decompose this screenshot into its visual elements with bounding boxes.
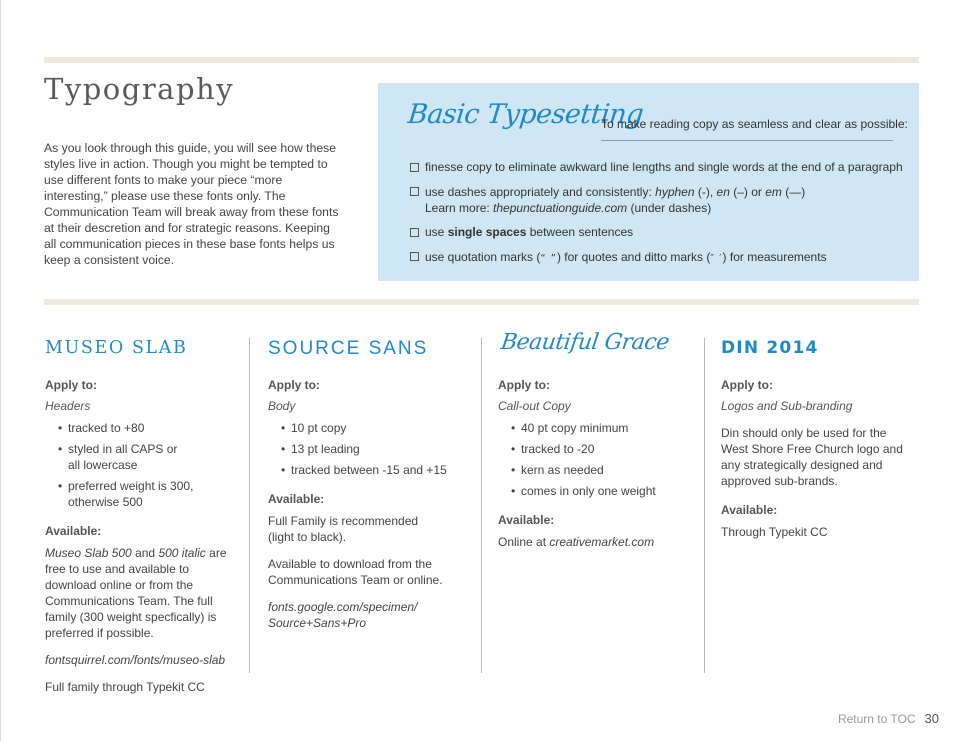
top-divider bbox=[44, 57, 919, 63]
single-spaces-emphasis: single spaces bbox=[447, 225, 527, 239]
item-text: use dashes appropriately and consistently: bbox=[425, 184, 656, 199]
spec-item-text: styled in all CAPS or all lowercase bbox=[68, 442, 178, 472]
item-text: between sentences bbox=[526, 225, 634, 239]
spec-item: • kern as needed bbox=[513, 462, 703, 478]
quote-marks: “ ” bbox=[540, 252, 557, 264]
font-column-beautiful-grace bbox=[498, 330, 703, 550]
spec-item: • 13 pt leading bbox=[283, 441, 473, 457]
learn-more-label: Learn more: bbox=[425, 200, 494, 215]
font-title-beautiful-grace: Beautiful Grace bbox=[499, 330, 671, 355]
typesetting-subtitle: To make reading copy as seamless and clear as possible: bbox=[601, 117, 908, 131]
museo-500-term: Museo Slab 500 bbox=[45, 546, 132, 560]
spec-item: • 10 pt copy bbox=[283, 420, 473, 436]
column-divider bbox=[249, 338, 250, 673]
apply-label: Apply to: bbox=[45, 378, 97, 392]
page-edge bbox=[0, 0, 1, 741]
en-term: en bbox=[716, 184, 730, 199]
apply-value: Call-out Copy bbox=[498, 399, 571, 413]
return-to-toc-link[interactable]: Return to TOC bbox=[837, 712, 916, 726]
typesetting-item bbox=[410, 159, 910, 175]
en-mark: (–) or bbox=[729, 184, 766, 199]
ditto-marks: ″ ′ bbox=[710, 252, 723, 264]
available-label: Available: bbox=[268, 492, 325, 506]
spec-item: • tracked to -20 bbox=[513, 441, 703, 457]
apply-value: Body bbox=[268, 399, 296, 413]
apply-value: Logos and Sub-branding bbox=[721, 399, 853, 413]
typesetting-list bbox=[410, 159, 910, 275]
typesetting-item-text: finesse copy to eliminate awkward line lengths and single words at the end of a paragraph bbox=[425, 160, 903, 174]
hyphen-term: hyphen bbox=[655, 184, 695, 199]
font-column-source-sans bbox=[268, 338, 473, 631]
spec-item: • comes in only one weight bbox=[513, 483, 703, 499]
middle-divider bbox=[44, 299, 919, 305]
column-divider bbox=[704, 338, 705, 673]
spec-item: • tracked to +80 bbox=[60, 420, 250, 436]
page-footer bbox=[838, 711, 939, 726]
spec-list bbox=[498, 420, 703, 499]
font-link[interactable] bbox=[45, 652, 250, 668]
em-term: em bbox=[765, 184, 782, 199]
page-title: Typography bbox=[44, 72, 235, 106]
spec-list bbox=[268, 420, 473, 478]
fontsquirrel-link[interactable]: fontsquirrel.com/fonts/museo-slab bbox=[45, 653, 226, 667]
intro-paragraph: As you look through this guide, you will see how these styles live in action. Though you might be tempted to use different fonts to make your piece “more interesting,” please use these fonts only. The Communication Team will break away from these fonts at their descretion and for strategic reasons. Keeping all communication pieces in these base fonts helps us keep a consistent voice. bbox=[44, 141, 339, 267]
hyphen-mark: (-), bbox=[694, 184, 717, 199]
font-link[interactable] bbox=[268, 599, 428, 631]
available-text: Full Family is recommended (light to black). bbox=[268, 514, 419, 544]
font-title-museo-slab: MUSEO SLAB bbox=[45, 338, 188, 358]
spec-item-text: preferred weight is 300, otherwise 500 bbox=[68, 479, 194, 509]
page-number: 30 bbox=[924, 711, 939, 726]
basic-typesetting-box bbox=[378, 83, 919, 281]
punctuation-guide-link[interactable]: thepunctuationguide.com bbox=[493, 200, 628, 215]
creativemarket-link[interactable]: creativemarket.com bbox=[549, 535, 655, 549]
font-column-museo-slab bbox=[45, 338, 250, 695]
apply-label: Apply to: bbox=[721, 378, 773, 392]
checkbox-icon bbox=[410, 228, 419, 237]
available-label: Available: bbox=[45, 524, 102, 538]
item-text: use bbox=[425, 225, 448, 239]
typesetting-item bbox=[410, 224, 910, 240]
text: and bbox=[131, 546, 159, 560]
column-divider bbox=[481, 338, 482, 673]
din-description: Din should only be used for the West Shore Free Church logo and any strategically designed and approved sub-brands. bbox=[721, 426, 903, 488]
available-text bbox=[45, 545, 237, 641]
available-label: Available: bbox=[498, 513, 555, 527]
font-column-din-2014 bbox=[721, 338, 926, 540]
typesetting-item bbox=[410, 184, 910, 216]
em-mark: (—) bbox=[781, 184, 806, 199]
extra-note: Full family through Typekit CC bbox=[45, 680, 205, 694]
google-fonts-link[interactable]: fonts.google.com/specimen/ Source+Sans+Pro bbox=[268, 600, 418, 630]
apply-label: Apply to: bbox=[268, 378, 320, 392]
spec-item bbox=[60, 441, 180, 473]
spec-item: • tracked between -15 and +15 bbox=[283, 462, 473, 478]
checkbox-icon bbox=[410, 187, 419, 196]
typesetting-item bbox=[410, 249, 910, 267]
available-label: Available: bbox=[721, 503, 778, 517]
text: Online at bbox=[498, 535, 550, 549]
typesetting-title: Basic Typesetting bbox=[406, 99, 645, 130]
item-text: (under dashes) bbox=[627, 200, 712, 215]
typesetting-underline bbox=[601, 140, 893, 141]
checkbox-icon bbox=[410, 163, 419, 172]
apply-label: Apply to: bbox=[498, 378, 550, 392]
italic-term: 500 italic bbox=[158, 546, 206, 560]
text: are free to use and available to download online or from the Communications Team. The full family (300 weight specfically) is preferred if possible. bbox=[45, 546, 227, 640]
item-text: ) for measurements bbox=[722, 249, 827, 264]
item-text: ) for quotes and ditto marks ( bbox=[556, 249, 711, 264]
available-text: Through Typekit CC bbox=[721, 525, 828, 539]
apply-value: Headers bbox=[45, 399, 91, 413]
download-text: Available to download from the Communications Team or online. bbox=[268, 557, 443, 587]
font-title-din-2014: DIN 2014 bbox=[721, 338, 819, 358]
checkbox-icon bbox=[410, 252, 419, 261]
spec-item bbox=[60, 478, 195, 510]
item-text: use quotation marks ( bbox=[425, 249, 541, 264]
spec-list bbox=[45, 420, 250, 510]
spec-item: • 40 pt copy minimum bbox=[513, 420, 703, 436]
font-title-source-sans: SOURCE SANS bbox=[268, 338, 429, 359]
available-text bbox=[498, 534, 703, 550]
